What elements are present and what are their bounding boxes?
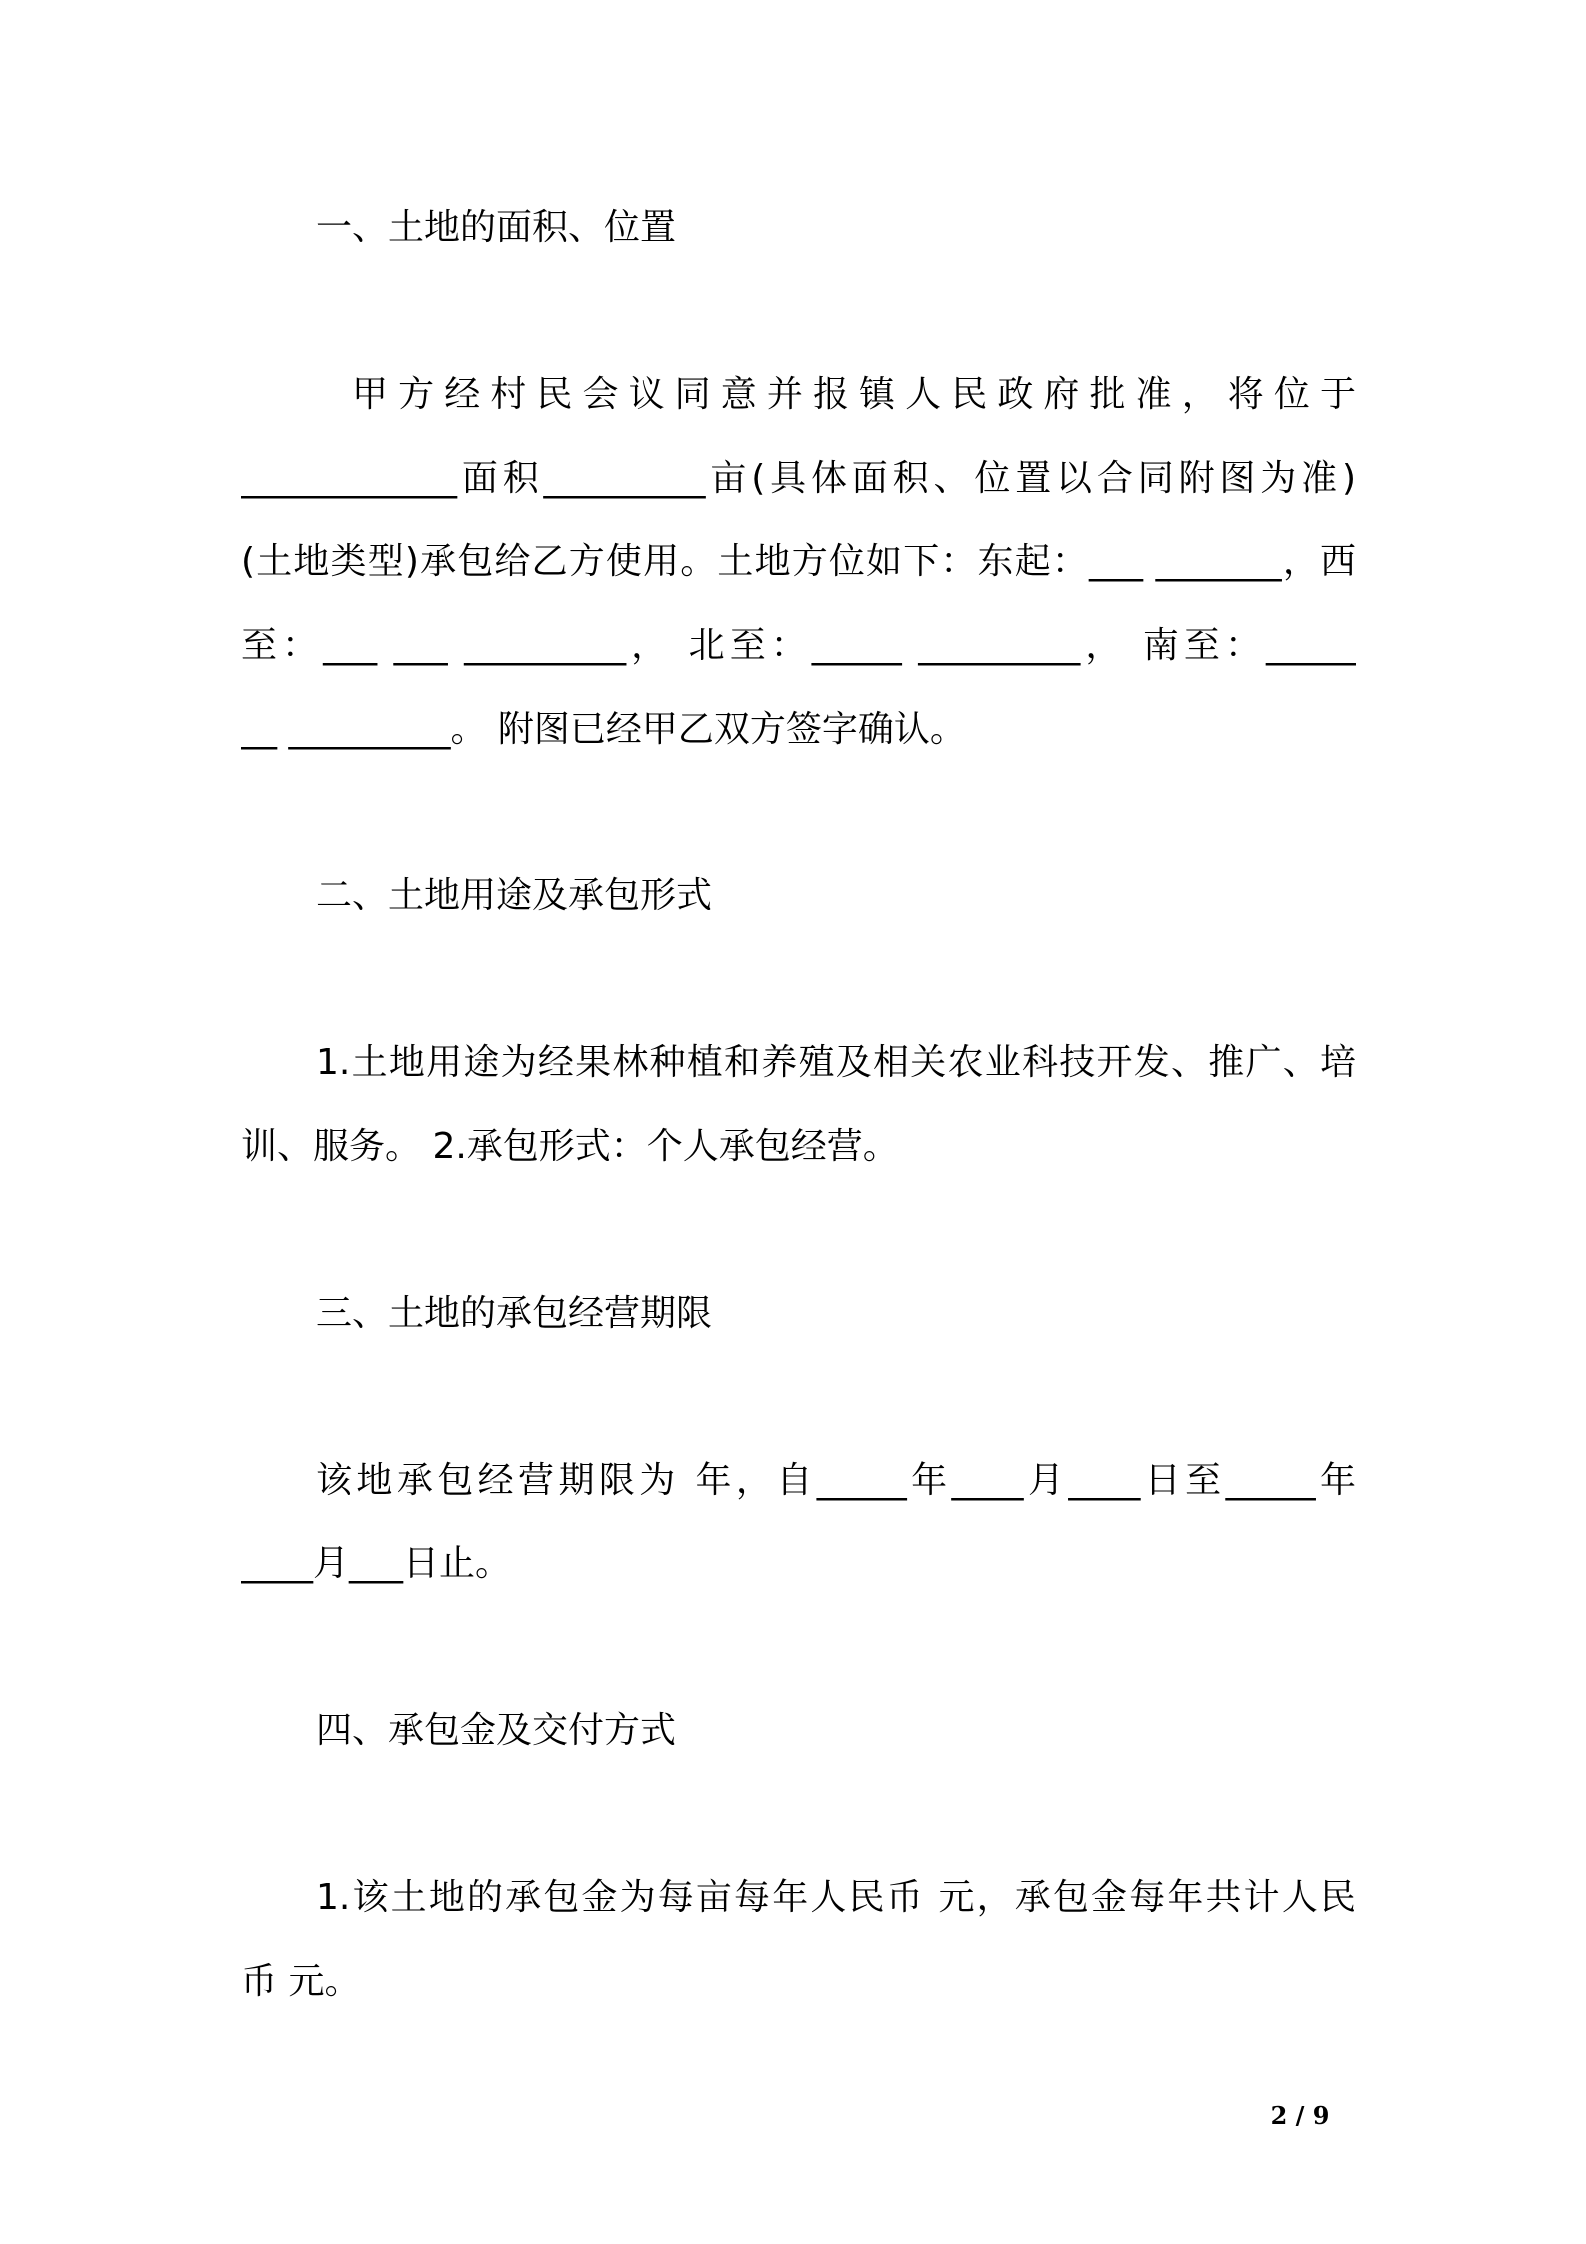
section-2-heading: 二、土地用途及承包形式 xyxy=(316,875,713,916)
section-1-heading: 一、土地的面积、位置 xyxy=(316,207,677,248)
section-2-line-1: 1.土地用途为经果林种植和养殖及相关农业科技开发、推广、培 xyxy=(316,1042,1356,1083)
section-4-heading: 四、承包金及交付方式 xyxy=(316,1710,677,1751)
section-3-heading: 三、土地的承包经营期限 xyxy=(316,1293,713,1334)
section-1-line-5: __ _________。 附图已经甲乙双方签字确认。 xyxy=(241,709,966,750)
section-2-line-2: 训、服务。 2.承包形式：个人承包经营。 xyxy=(241,1126,899,1167)
page-number: 2 / 9 xyxy=(1270,2101,1330,2130)
section-1-line-3: (土地类型)承包给乙方使用。土地方位如下：东起：___ _______，西 xyxy=(241,541,1356,582)
section-1-line-2: ____________面积_________亩(具体面积、位置以合同附图为准) xyxy=(241,458,1356,499)
section-1-line-1: 甲方经村民会议同意并报镇人民政府批准，将位于 xyxy=(352,374,1356,415)
section-4-line-2: 币 元。 xyxy=(241,1961,361,2002)
section-3-line-2: ____月___日止。 xyxy=(241,1543,512,1584)
section-1-line-4: 至：___ ___ _________， 北至：_____ _________， 南至：_____ xyxy=(241,625,1356,666)
section-4-line-1: 1.该土地的承包金为每亩每年人民币 元，承包金每年共计人民 xyxy=(316,1877,1356,1918)
section-3-line-1: 该地承包经营期限为 年，自_____年____月____日至_____年 xyxy=(316,1460,1356,1501)
